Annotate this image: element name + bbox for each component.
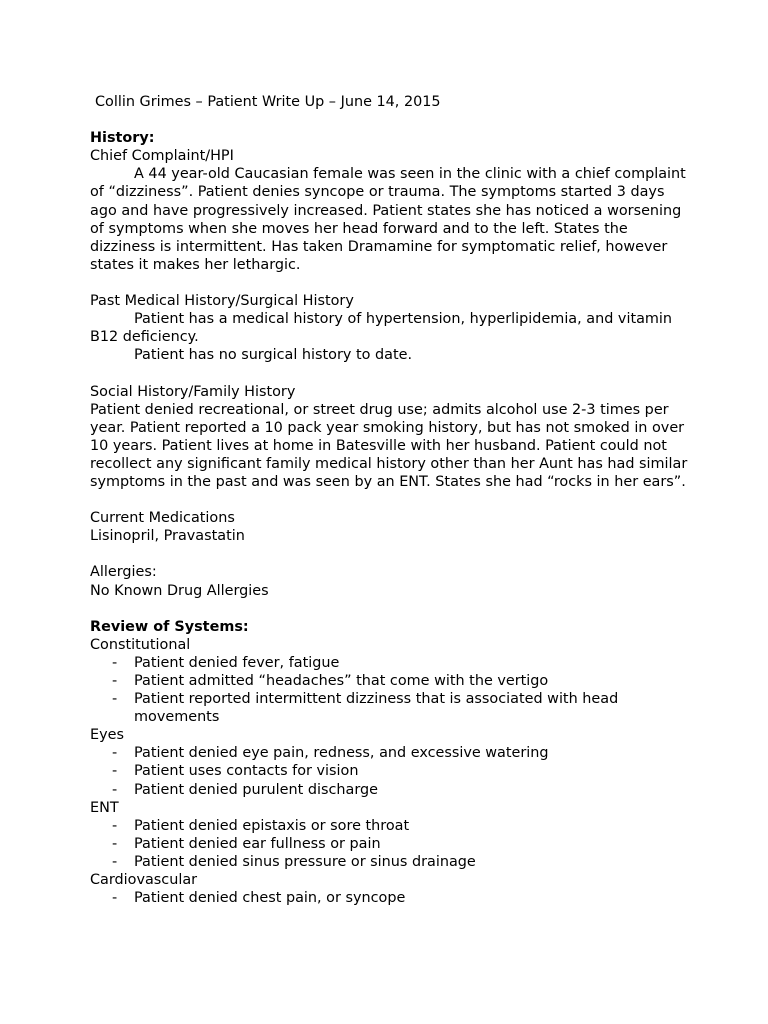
ros-list [90,817,690,871]
medications-label: Current Medications [90,510,235,527]
spacer [90,491,690,509]
document-title: Collin Grimes – Patient Write Up – June 14, 2015 [95,94,441,110]
ros-section-label: Cardiovascular [90,872,198,889]
psh-text: Patient has no surgical history to date. [134,347,413,364]
ros-list [90,654,690,726]
medications-text: Lisinopril, Pravastatin [90,528,245,545]
spacer [90,111,690,129]
chief-complaint-label: Chief Complaint/HPI [90,148,234,165]
ros-list-item [90,781,690,799]
ros-item-text: Patient uses contacts for vision [134,763,359,780]
document-body [90,93,690,907]
dash-bullet: - [112,853,118,870]
dash-bullet: - [112,763,118,780]
ros-item-text: Patient denied ear fullness or pain [134,835,381,852]
ros-item-text: Patient denied sinus pressure or sinus drainage [134,853,476,870]
ros-item-text: Patient denied purulent discharge [134,781,378,798]
social-history-label: Social History/Family History [90,383,296,400]
social-history-text: Patient denied recreational, or street drug use; admits alcohol use 2-3 times per year. Patient reported a 10 pack year smoking history, but has not smoked in over 10 years. Patient lives at home in Batesville with her husband. Patient could not recollect any significant family medical history other than her Aunt has had similar symptoms in the past and was seen by an ENT. States she had “rocks in her ears”. [90,401,688,490]
dash-bullet: - [112,745,118,762]
ros-item-text: Patient denied fever, fatigue [134,654,340,671]
history-heading: History: [90,130,155,147]
ros-list-item [90,853,690,871]
ros-list-item [90,817,690,835]
dash-bullet: - [112,673,118,689]
allergies-label: Allergies: [90,564,157,581]
ros-section-label: ENT [90,799,119,816]
dash-bullet: - [112,781,118,798]
spacer [90,364,690,382]
dash-bullet: - [112,835,118,852]
ros-list-item [90,762,690,780]
spacer [90,545,690,563]
chief-complaint-text: A 44 year-old Caucasian female was seen in the clinic with a chief complaint of “dizziness”. Patient denies syncope or trauma. The symptoms started 3 days ago and have progressively increased. Patient states she has noticed a worsening of symptoms when she moves her head forward and to the left. States the dizziness is intermittent. Has taken Dramamine for symptomatic relief, however states it makes her lethargic. [90,166,686,273]
ros-list [90,889,690,907]
ros-section-label: Constitutional [90,636,191,653]
ros-list-item [90,690,690,726]
dash-bullet: - [112,817,118,834]
ros-list-item [90,654,690,672]
ros-item-text: Patient denied eye pain, redness, and excessive watering [134,745,549,762]
ros-item-text: Patient reported intermittent dizziness that is associated with head movements [134,691,619,726]
pmh-label: Past Medical History/Surgical History [90,293,354,310]
spacer [90,600,690,618]
ros-item-text: Patient denied epistaxis or sore throat [134,817,410,834]
ros-item-text: Patient denied chest pain, or syncope [134,890,406,907]
spacer [90,274,690,292]
ros-item-text: Patient admitted “headaches” that come with the vertigo [134,673,549,689]
ros-list-item [90,889,690,907]
ros-list [90,744,690,798]
dash-bullet: - [112,691,118,708]
ros-list-item [90,672,690,690]
pmh-text: Patient has a medical history of hypertension, hyperlipidemia, and vitamin B12 deficiency. [90,311,673,346]
ros-list-item [90,744,690,762]
dash-bullet: - [112,890,118,907]
ros-list-item [90,835,690,853]
ros-section-label: Eyes [90,727,124,744]
dash-bullet: - [112,654,118,671]
allergies-text: No Known Drug Allergies [90,582,269,599]
ros-heading: Review of Systems: [90,618,249,635]
